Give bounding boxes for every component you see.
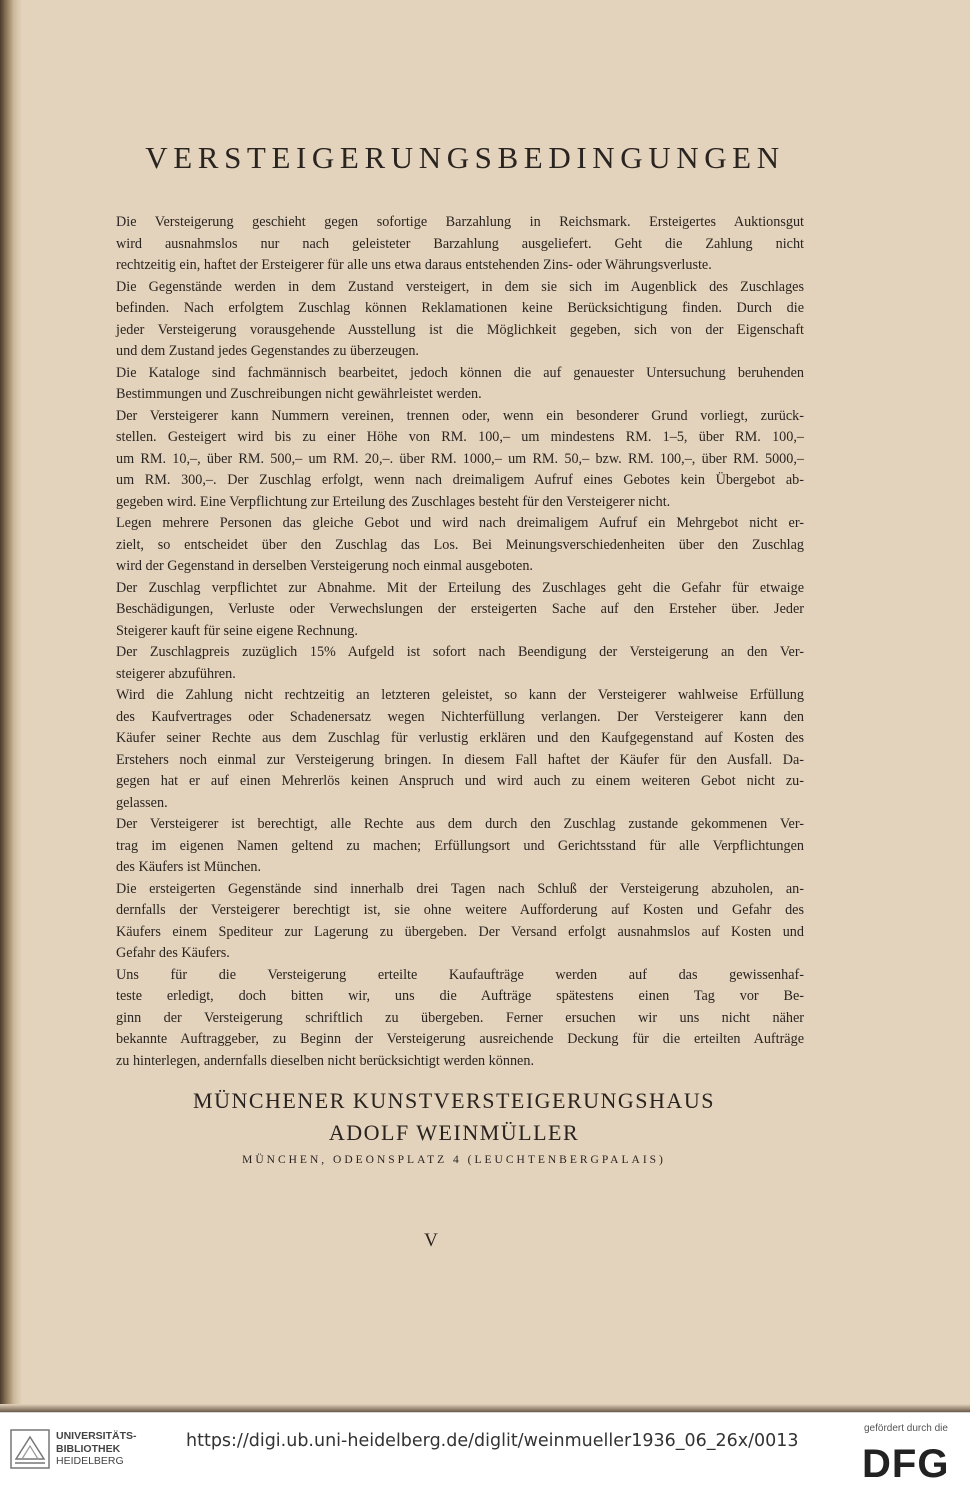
body-text-line: Der Zuschlag verpflichtet zur Abnahme. Mit der Erteilung des Zuschlages geht die Gefahr für etwaige xyxy=(116,579,804,596)
firm-address: MÜNCHEN, ODEONSPLATZ 4 (LEUCHTENBERGPALAIS) xyxy=(242,1154,666,1166)
body-text-line: trag im eigenen Namen geltend zu machen; Erfüllungsort und Gerichtsstand für alle Verpflichtungen xyxy=(116,837,804,854)
body-text-line: Steigerer kauft für seine eigene Rechnung. xyxy=(116,622,358,639)
body-text-line: dernfalls der Versteigerer berechtigt ist, sie ohne weitere Aufforderung auf Kosten und Gefahr des xyxy=(116,902,804,918)
body-text-line: um RM. 10,–, über RM. 500,– um RM. 20,–. über RM. 1000,– um RM. 50,– bzw. RM. 100,–, über RM. 5000,– xyxy=(116,450,804,467)
body-text-line: gegen hat er auf einen Mehrerlös keinen Anspruch und wird auch zu einem weiteren Gebot nicht zu- xyxy=(116,773,804,789)
library-name[interactable] xyxy=(56,1430,137,1468)
library-name-line: UNIVERSITÄTS- xyxy=(56,1430,137,1442)
body-text xyxy=(116,212,804,1072)
body-text-line: und dem Zustand jedes Gegenstandes zu überzeugen. xyxy=(116,343,419,359)
body-text-line: Wird die Zahlung nicht rechtzeitig an letzteren geleistet, so kann der Versteigerer wahlweise Erfüllung xyxy=(116,687,804,703)
body-text-line: steigerer abzuführen. xyxy=(116,665,236,682)
body-text-line: Der Versteigerer ist berechtigt, alle Rechte aus dem durch den Zuschlag zustande gekommenen Ver- xyxy=(116,816,804,832)
body-text-line: wird der Gegenstand in derselben Versteigerung noch einmal ausgeboten. xyxy=(116,558,533,574)
body-text-line: jeder Versteigerung vorausgehende Ausstellung ist die Möglichkeit gegeben, sich von der Eigenschaft xyxy=(116,321,804,338)
funding-caption: gefördert durch die xyxy=(864,1423,948,1434)
body-text-line: wird ausnahmslos nur nach geleisteter Barzahlung ausgeliefert. Geht die Zahlung nicht xyxy=(116,235,804,252)
body-text-line: ginn der Versteigerung schriftlich zu übergeben. Ferner ersuchen wir uns nicht näher xyxy=(116,1009,804,1026)
firm-owner: ADOLF WEINMÜLLER xyxy=(328,1120,580,1145)
body-text-line: Käufer seiner Rechte aus dem Zuschlag für verlustig erklären und den Kaufgegenstand auf Kosten des xyxy=(116,730,804,746)
body-text-line: Die Kataloge sind fachmännisch bearbeitet, jedoch können die auf genauester Untersuchung beruhenden xyxy=(116,364,804,381)
body-text-line: Die Gegenstände werden in dem Zustand versteigert, in dem sie sich im Augenblick des Zuschlages xyxy=(116,278,804,295)
body-text-line: befinden. Nach erfolgtem Zuschlag können Reklamationen keine Berücksichtigung finden. Durch die xyxy=(116,300,804,316)
library-name-line: HEIDELBERG xyxy=(56,1455,124,1467)
body-text-line: des Käufers ist München. xyxy=(116,859,261,875)
body-text-line: zu hinterlegen, andernfalls dieselben nicht berücksichtigt werden können. xyxy=(116,1052,534,1069)
body-text-line: bekannte Auftraggeber, zu Beginn der Versteigerung ausreichende Deckung für die erteilten Aufträge xyxy=(116,1031,804,1047)
body-text-line: Die ersteigerten Gegenstände sind innerhalb drei Tagen nach Schluß der Versteigerung abzuholen, an- xyxy=(116,880,804,897)
body-text-line: zielt, so entscheidet über den Zuschlag das Los. Bei Meinungsverschiedenheiten über den Zuschlag xyxy=(116,536,804,553)
body-text-line: des Kaufvertrages oder Schadenersatz wegen Nichterfüllung verlangen. Der Versteigerer kann den xyxy=(116,708,804,725)
body-text-line: gelassen. xyxy=(116,794,168,811)
body-text-line: Legen mehrere Personen das gleiche Gebot und wird nach dreimaligem Aufruf ein Mehrgebot nicht er- xyxy=(116,515,804,531)
firm-name: MÜNCHENER KUNSTVERSTEIGERUNGSHAUS xyxy=(193,1088,715,1113)
body-text-line: Gefahr des Käufers. xyxy=(116,945,230,961)
library-name-line: BIBLIOTHEK xyxy=(56,1442,121,1455)
body-text-line: stellen. Gesteigert wird bis zu einer Höhe von RM. 100,– um mindestens RM. 1–5, über RM. 100,– xyxy=(116,429,804,445)
footer-bar xyxy=(0,1412,970,1485)
body-text-line: um RM. 300,–. Der Zuschlag erfolgt, wenn nach dreimaligem Aufruf eines Gebotes kein Übergebot ab- xyxy=(116,472,804,488)
body-text-line: Die Versteigerung geschieht gegen sofortige Barzahlung in Reichsmark. Ersteigertes Auktionsgut xyxy=(116,214,804,230)
body-text-line: gegeben wird. Eine Verpflichtung zur Erteilung des Zuschlages besteht für den Versteigerer nicht. xyxy=(116,493,671,510)
permalink-url[interactable]: https://digi.ub.uni-heidelberg.de/diglit/weinmueller1936_06_26x/0013 xyxy=(186,1431,799,1451)
body-text-line: Bestimmungen und Zuschreibungen nicht gewährleistet werden. xyxy=(116,386,482,402)
dfg-logo-icon[interactable] xyxy=(862,1441,958,1483)
body-text-line: Der Versteigerer kann Nummern vereinen, trennen oder, wenn ein besonderer Grund vorliegt, zurück- xyxy=(116,407,804,424)
body-text-line: Der Zuschlagpreis zuzüglich 15% Aufgeld ist sofort nach Beendigung der Versteigerung an den Ver- xyxy=(116,644,804,660)
body-text-line: Beschädigungen, Verluste oder Verwechslungen der ersteigerten Sache auf den Ersteher über. Jeder xyxy=(116,601,804,617)
dfg-logo-text: DFG xyxy=(862,1442,950,1483)
page-number: V xyxy=(424,1230,438,1251)
body-text-line: Käufers einem Spediteur zur Lagerung zu übergeben. Der Versand erfolgt ausnahmslos auf Kosten und xyxy=(116,923,804,940)
body-text-line: Erstehers noch einmal zur Versteigerung bringen. In diesem Fall haftet der Käufer für den Ausfall. Da- xyxy=(116,751,804,768)
university-library-logo-icon[interactable] xyxy=(10,1429,50,1469)
body-text-line: teste erledigt, doch bitten wir, uns die Aufträge spätestens einen Tag vor Be- xyxy=(116,988,804,1004)
document-title: VERSTEIGERUNGSBEDINGUNGEN xyxy=(145,140,785,175)
body-text-line: rechtzeitig ein, haftet der Ersteigerer für alle uns etwa daraus entstehenden Zins- oder Währungsverluste. xyxy=(116,257,712,273)
body-text-line: Uns für die Versteigerung erteilte Kaufaufträge werden auf das gewissenhaf- xyxy=(116,966,804,983)
